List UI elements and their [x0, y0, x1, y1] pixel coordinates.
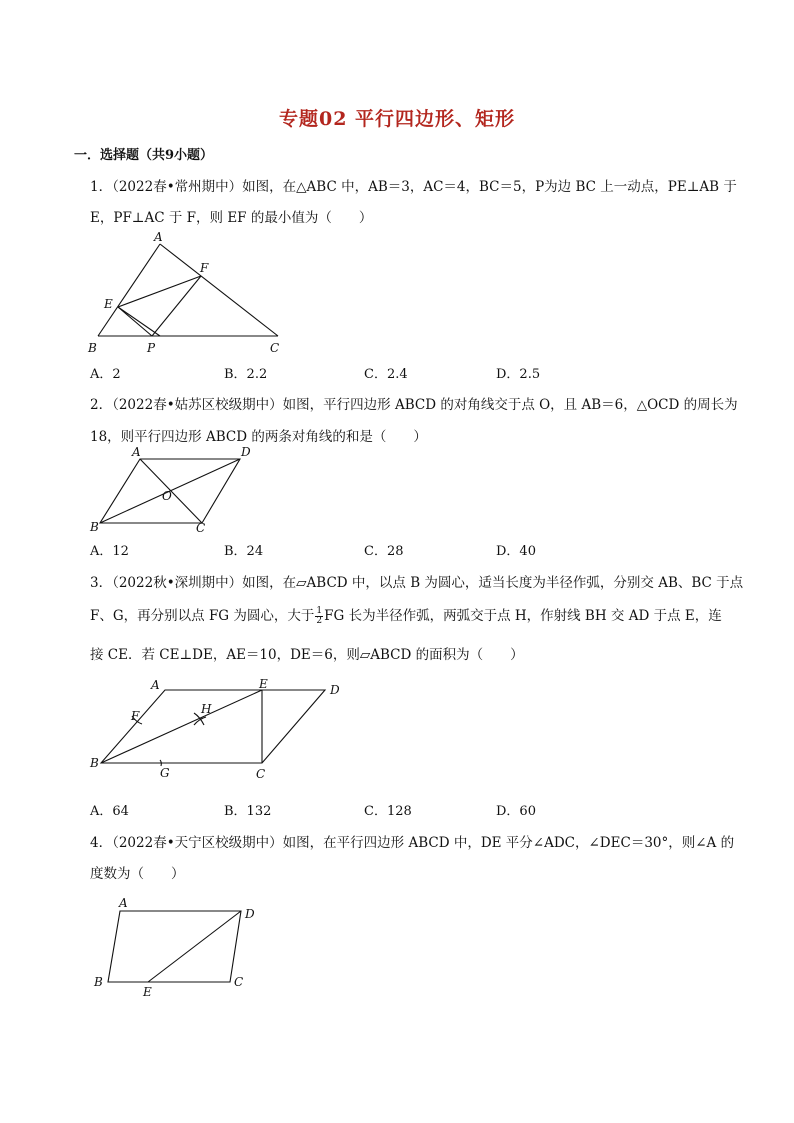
- q1-side-ab: [98, 244, 160, 336]
- q2-text-line1: 2．（2022春•姑苏区校级期中）如图，平行四边形 ABCD 的对角线交于点 O，且 AB＝6，△OCD 的周长为: [90, 397, 738, 413]
- q2-option-b[interactable]: B．24: [224, 544, 264, 559]
- q3-option-a[interactable]: A．64: [90, 804, 129, 819]
- section-heading: 一．选择题（共9小题）: [74, 148, 214, 163]
- page-title: 专题02 平行四边形、矩形: [278, 108, 516, 130]
- q1-option-c[interactable]: C．2.4: [364, 367, 408, 382]
- q3-option-b[interactable]: B．132: [224, 804, 272, 819]
- q3-text-line1: 3．（2022秋•深圳期中）如图，在▱ABCD 中，以点 B 为圆心，适当长度为半径作弧，分别交 AB、BC 于点: [90, 575, 744, 591]
- q3-text-line3: 接 CE．若 CE⊥DE，AE＝10，DE＝6，则▱ABCD 的面积为（ ）: [90, 647, 524, 663]
- q3-option-d[interactable]: D．60: [496, 804, 536, 819]
- q1-option-a[interactable]: A．2: [90, 367, 121, 382]
- q2-label-b: B: [90, 520, 99, 534]
- q4-label-c: C: [234, 975, 244, 989]
- q1-text-line1: 1．（2022春•常州期中）如图，在△ABC 中，AB＝3，AC＝4，BC＝5，P为边 BC 上一动点，PE⊥AB 于: [90, 179, 737, 195]
- q1-label-f: F: [200, 261, 209, 275]
- q3-label-h: H: [201, 702, 212, 716]
- q3-fraction-numerator: 1: [316, 606, 323, 616]
- q1-aux-line: [118, 307, 160, 336]
- q3-text-line2-end: FG 长为半径作弧，两弧交于点 H，作射线 BH 交 AD 于点 E，连: [324, 608, 722, 624]
- q3-label-f: F: [131, 709, 140, 723]
- q4-label-d: D: [245, 907, 255, 921]
- q3-label-c: C: [256, 767, 266, 781]
- q3-option-c[interactable]: C．128: [364, 804, 412, 819]
- q4-segment-de: [148, 911, 241, 982]
- q2-text-line2: 18，则平行四边形 ABCD 的两条对角线的和是（ ）: [90, 429, 427, 445]
- q4-text-line2: 度数为（ ）: [90, 866, 185, 882]
- q1-label-b: B: [88, 341, 97, 355]
- q3-text-line2: [90, 604, 722, 626]
- q4-parallelogram: [108, 911, 241, 982]
- q3-label-b: B: [90, 756, 99, 770]
- q3-ray-be: [101, 690, 262, 763]
- q3-fraction-half: [315, 607, 323, 626]
- q2-label-c: C: [196, 521, 206, 535]
- q1-option-d[interactable]: D．2.5: [496, 367, 541, 382]
- q1-triangle-figure: [80, 228, 300, 356]
- q3-parallelogram-figure: [88, 673, 358, 785]
- q4-label-e: E: [143, 985, 152, 999]
- q1-segment-pe: [118, 307, 152, 336]
- q2-label-d: D: [241, 445, 251, 459]
- q3-label-e: E: [259, 677, 268, 691]
- q4-label-a: A: [119, 896, 128, 910]
- q3-text-line2-start: F、G，再分别以点 FG 为圆心，大于: [90, 608, 315, 624]
- q1-option-b[interactable]: B．2.2: [224, 367, 268, 382]
- q3-label-a: A: [151, 678, 160, 692]
- q2-label-o: O: [162, 489, 172, 503]
- q1-text-line2: E，PF⊥AC 于 F，则 EF 的最小值为（ ）: [90, 210, 373, 226]
- q1-label-c: C: [270, 341, 280, 355]
- q1-label-e: E: [104, 297, 113, 311]
- q2-label-a: A: [132, 445, 141, 459]
- q3-label-g: G: [160, 766, 170, 780]
- q2-option-c[interactable]: C．28: [364, 544, 404, 559]
- q4-label-b: B: [94, 975, 103, 989]
- q4-text-line1: 4．（2022春•天宁区校级期中）如图，在平行四边形 ABCD 中，DE 平分∠ADC，∠DEC＝30°，则∠A 的: [90, 835, 735, 851]
- q1-side-ac: [160, 244, 278, 336]
- q3-fraction-denominator: 2: [316, 616, 323, 626]
- q3-parallelogram: [101, 690, 325, 763]
- q2-option-a[interactable]: A．12: [90, 544, 129, 559]
- q4-parallelogram-figure: [88, 895, 268, 1001]
- q1-label-a: A: [154, 230, 163, 244]
- q3-label-d: D: [330, 683, 340, 697]
- q2-parallelogram-figure: [80, 444, 270, 536]
- q1-label-p: P: [147, 341, 156, 355]
- q2-option-d[interactable]: D．40: [496, 544, 536, 559]
